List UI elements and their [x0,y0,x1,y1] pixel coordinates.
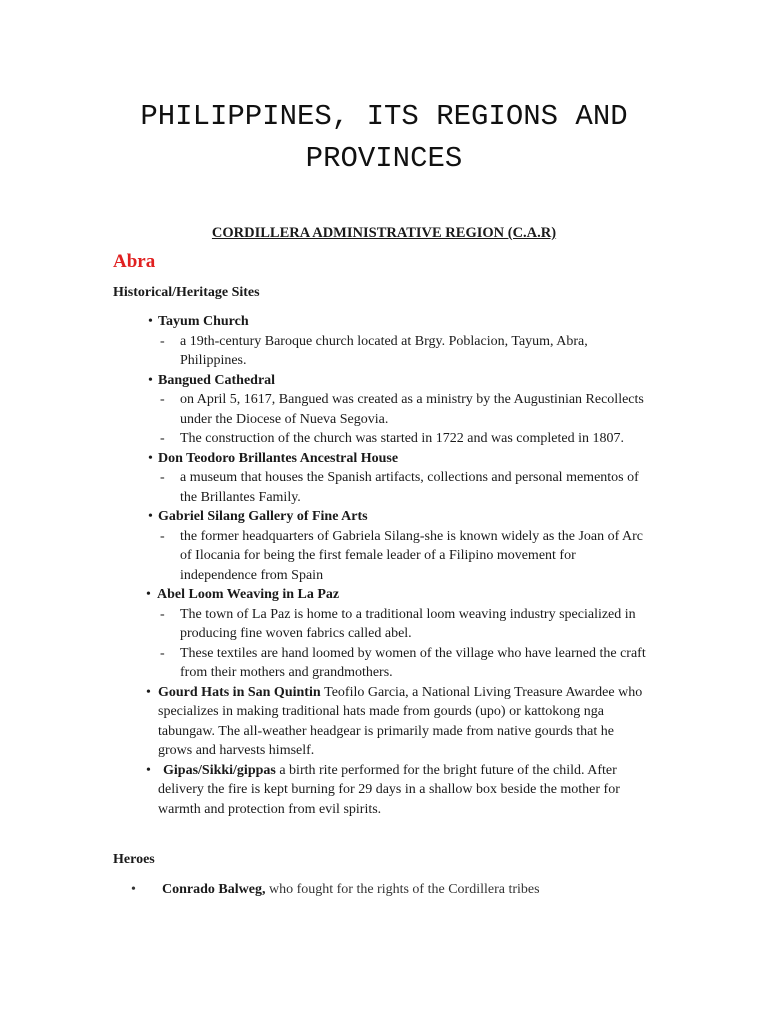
site-name: Tayum Church [158,314,249,329]
dash-icon: - [160,606,165,622]
site-note: on April 5, 1617, Bangued was created as a ministry by the Augustinian Recollects under the Diocese of Nueva Segovia. [180,392,644,427]
dash-icon: - [160,645,165,661]
page-title [0,96,768,180]
site-note: These textiles are hand loomed by women of the village who have learned the craft from their mothers and grandmothers. [180,645,646,680]
heritage-list [0,312,768,819]
list-item [0,312,768,332]
list-item [0,585,768,605]
list-item [0,683,768,761]
site-name: Abel Loom Weaving in La Paz [157,587,340,602]
site-description: Teofilo Garcia, a National Living Treasure Awardee who specializes in making traditional hats made from gourds (upo) or kattokong nga tabungaw. The all-weather headgear is primarily made from native gourds that he grows and harvests himself. [158,684,643,758]
site-note: the former headquarters of Gabriela Silang-she is known widely as the Joan of Arc of Ilocania for being the first female leader of a Filipino movement for independence from Spain [180,528,644,583]
hero-description: who fought for the rights of the Cordillera tribes [268,882,540,897]
site-name: Gabriel Silang Gallery of Fine Arts [158,509,368,524]
sub-list-item [0,605,768,644]
sub-list-item [0,390,768,429]
site-name: Gipas/Sikki/gippas [163,762,276,778]
hero-name: Conrado Balweg, [162,882,266,897]
site-name: Bangued Cathedral [158,372,276,388]
bullet-icon: • [148,372,153,388]
dash-icon: - [160,528,165,544]
site-note: a museum that houses the Spanish artifacts, collections and personal mementos of the Brillantes Family. [180,470,639,505]
list-item [0,761,768,820]
bullet-icon: • [148,314,153,329]
bullet-icon: • [131,882,136,897]
heroes-list [0,880,768,900]
bullet-icon: • [146,762,151,778]
site-name: Gourd Hats in San Quintin [158,684,321,700]
site-description: a birth rite performed for the bright future of the child. After delivery the fire is kept burning for 29 days in a shallow box beside the mother for warmth and protection from evil spirits. [158,762,620,817]
dash-icon: - [160,470,165,485]
section-heading-heroes: Heroes [113,852,155,867]
province-heading: Abra [113,251,156,272]
bullet-icon: • [148,509,153,524]
site-note: The construction of the church was started in 1722 and was completed in 1807. [180,431,624,446]
bullet-icon: • [148,450,153,466]
section-heading-heritage: Historical/Heritage Sites [113,285,260,300]
page-title-line-2: PROVINCES [305,142,463,175]
sub-list-item [0,644,768,683]
sub-list-item [0,332,768,371]
list-item [0,880,768,900]
sub-list-item [0,527,768,586]
dash-icon: - [160,431,165,446]
list-item [0,371,768,391]
bullet-icon: • [146,684,151,700]
dash-icon: - [160,392,165,407]
list-item [0,507,768,527]
sub-list-item [0,468,768,507]
list-item [0,449,768,469]
dash-icon: - [160,333,165,349]
sub-list-item [0,429,768,449]
site-name: Don Teodoro Brillantes Ancestral House [158,450,399,466]
site-note: The town of La Paz is home to a traditional loom weaving industry specialized in producing fine woven fabrics called abel. [180,606,636,641]
page-title-line-1: PHILIPPINES, ITS REGIONS AND [140,100,628,133]
region-heading: CORDILLERA ADMINISTRATIVE REGION (C.A.R) [211,225,557,241]
bullet-icon: • [146,587,151,602]
site-note: a 19th-century Baroque church located at Brgy. Poblacion, Tayum, Abra, Philippines. [180,333,588,368]
